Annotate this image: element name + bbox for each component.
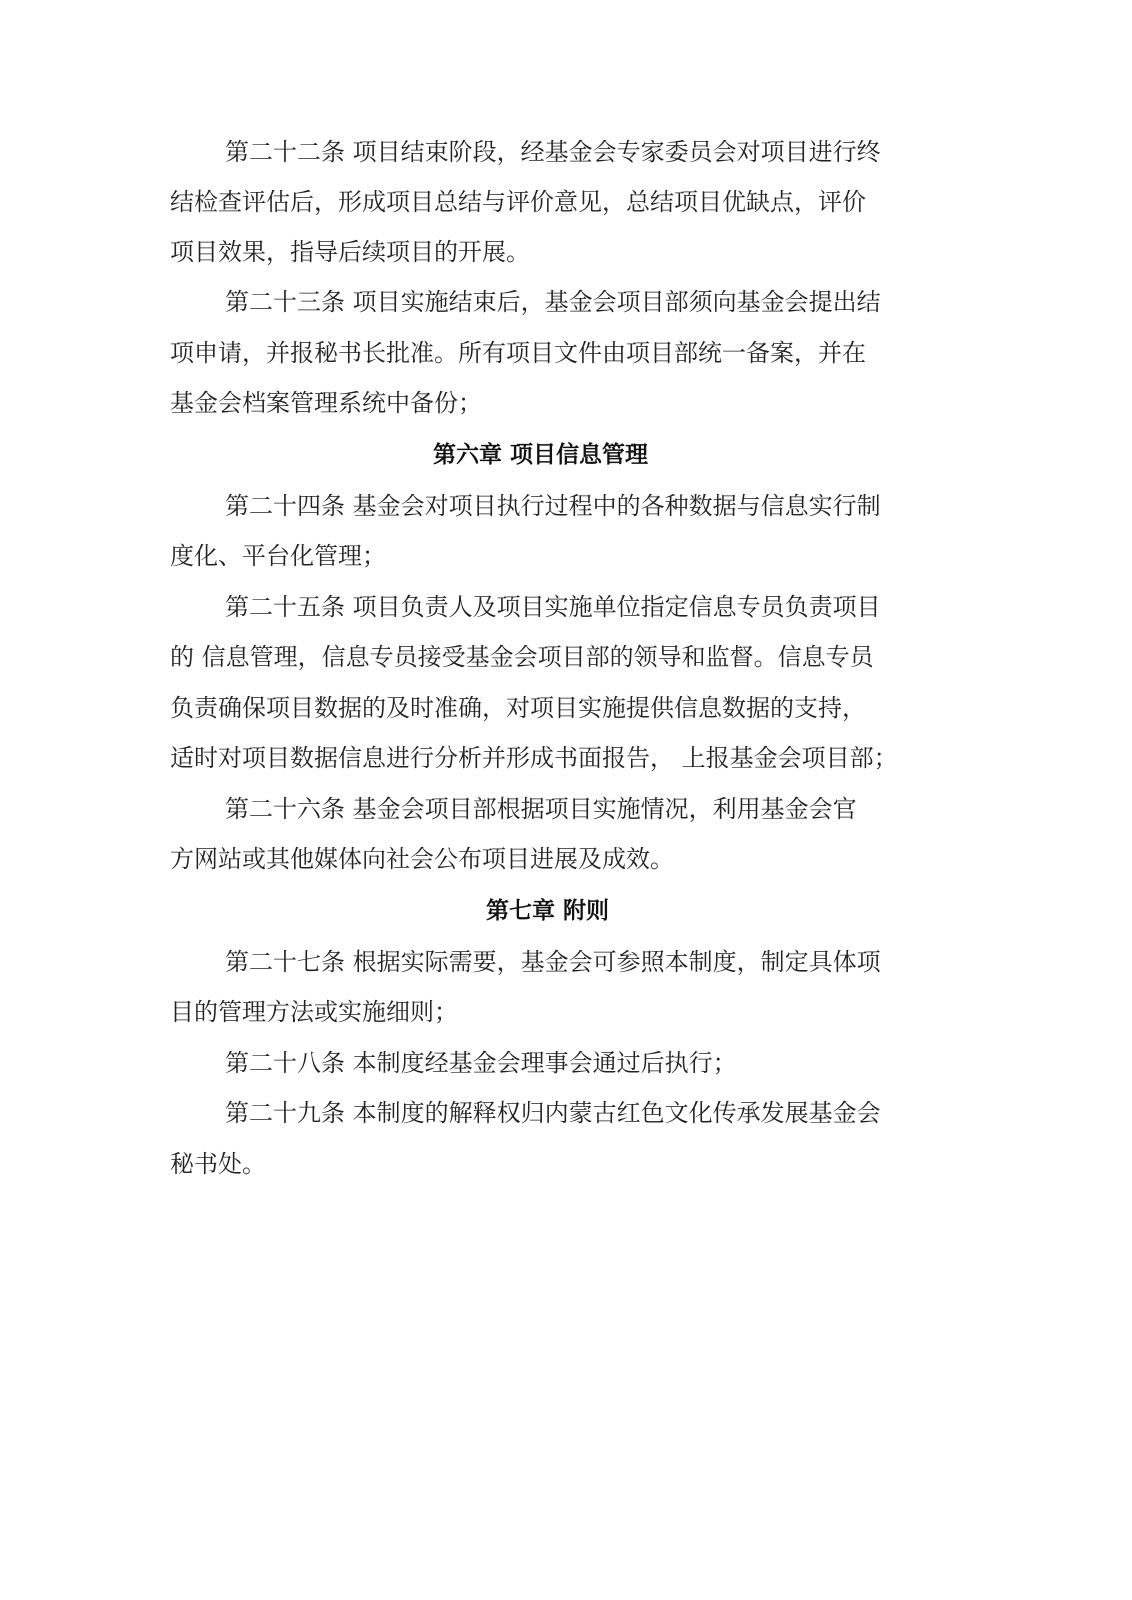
chapter-6-heading: 第六章 项目信息管理 [433, 442, 649, 468]
article-22-line-2: 结检查评估后，形成项目总结与评价意见，总结项目优缺点，评价 [170, 188, 866, 216]
article-23-line-3: 基金会档案管理系统中备份； [170, 389, 482, 417]
article-29-line-2: 秘书处。 [170, 1150, 266, 1178]
article-24-line-1: 第二十四条 基金会对项目执行过程中的各种数据与信息实行制 [225, 492, 881, 520]
article-22-line-3: 项目效果，指导后续项目的开展。 [170, 238, 530, 266]
chapter-7-heading: 第七章 附则 [486, 898, 610, 924]
article-22-line-1: 第二十二条 项目结束阶段，经基金会专家委员会对项目进行终 [225, 138, 881, 166]
article-27-line-1: 第二十七条 根据实际需要，基金会可参照本制度，制定具体项 [225, 948, 881, 976]
article-29-line-1: 第二十九条 本制度的解释权归内蒙古红色文化传承发展基金会 [225, 1099, 881, 1127]
article-24-line-2: 度化、平台化管理； [170, 542, 386, 570]
article-25-line-1: 第二十五条 项目负责人及项目实施单位指定信息专员负责项目 [225, 593, 881, 621]
article-25-line-2: 的 信息管理，信息专员接受基金会项目部的领导和监督。信息专员 [170, 643, 874, 671]
article-27-line-2: 目的管理方法或实施细则； [170, 998, 458, 1026]
article-25-line-3: 负责确保项目数据的及时准确，对项目实施提供信息数据的支持， [170, 694, 866, 722]
article-26-line-1: 第二十六条 基金会项目部根据项目实施情况，利用基金会官 [225, 795, 857, 823]
article-23-line-2: 项申请，并报秘书长批准。所有项目文件由项目部统一备案，并在 [170, 339, 866, 367]
article-26-line-2: 方网站或其他媒体向社会公布项目进展及成效。 [170, 845, 674, 873]
article-25-line-4: 适时对项目数据信息进行分析并形成书面报告， 上报基金会项目部； [170, 744, 898, 772]
article-28-line-1: 第二十八条 本制度经基金会理事会通过后执行； [225, 1049, 737, 1077]
article-23-line-1: 第二十三条 项目实施结束后，基金会项目部须向基金会提出结 [225, 288, 881, 316]
